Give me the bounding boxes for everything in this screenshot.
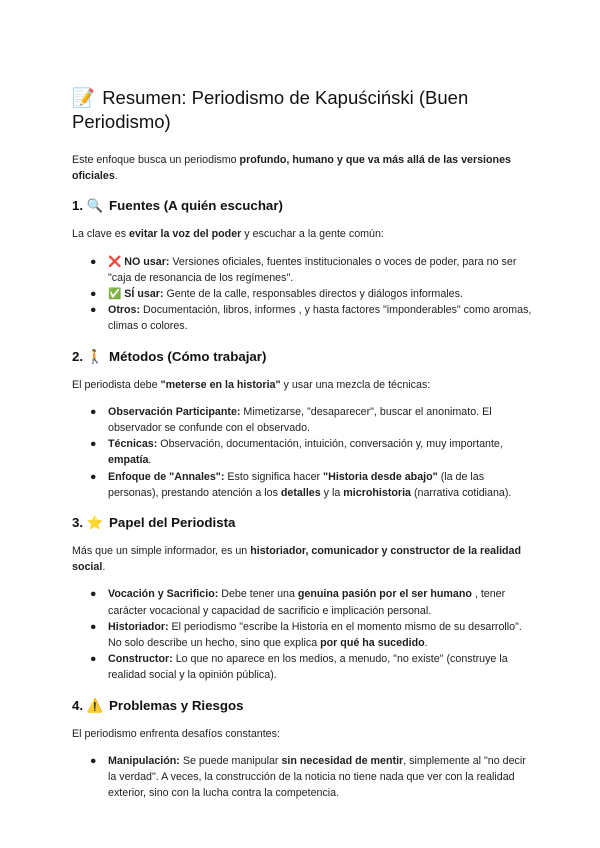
text-run: . [102,561,106,574]
text-run: Documentación, libros, informes , y hasta factores "imponderables" como aromas, climas o colores. [108,304,532,333]
text-run: . [114,170,118,183]
text-run: El periodista debe [72,378,161,391]
bold-text: profundo, humano y que va más allá de las versiones oficiales [72,154,511,183]
text-run: ✅ [108,288,125,301]
text-run: . [148,454,152,467]
text-run: Gente de la calle, responsables directos y diálogos informales. [163,288,463,301]
section-lead [72,377,532,393]
bold-text: detalles [280,486,321,499]
memo-icon: 📝 [72,87,96,108]
magnifier-icon: 🔍 [86,198,104,214]
bold-text: empatía [108,454,149,467]
bold-text: Historiador: [108,620,169,633]
bold-text: Constructor: [108,653,173,666]
text-run: Se puede manipular [179,754,282,767]
bullet-icon: ● [90,288,97,301]
warning-icon: ⚠️ [86,697,104,713]
bullet-list [72,254,532,335]
text-run: , tener carácter vocacional y capacidad de sacrificio e implicación personal. [108,588,506,617]
bold-text: por qué ha sucedido [320,637,425,650]
bold-text: Otros: [108,304,141,317]
bullet-icon: ● [90,754,97,767]
section-number: 2. [72,348,87,364]
section-lead [72,543,532,575]
text-run: Más que un simple informador, es un [72,545,251,558]
bold-text: historiador, comunicador y constructor de la realidad social [72,545,522,574]
bold-text: Técnicas: [108,438,158,451]
text-run: (narrativa cotidiana). [411,486,512,499]
walking-person-icon: 🚶 [86,348,104,364]
section-number: 1. [72,198,87,214]
bold-text: evitar la voz del poder [129,228,242,241]
bullet-list [72,404,532,501]
section-heading [72,697,532,715]
bullet-icon: ● [90,620,97,633]
list-item [90,286,532,302]
document-page [72,86,532,801]
sections-container [72,197,532,801]
bold-text: NO usar: [124,255,170,268]
bold-text: "Historia desde abajo" [323,470,438,483]
section-heading [72,197,532,215]
section-title: Métodos (Cómo trabajar) [105,348,267,364]
bold-text: SÍ usar: [124,288,164,301]
bullet-icon: ● [90,438,97,451]
list-item [90,586,532,618]
bold-text: genuina pasión por el ser humano [297,588,472,601]
bullet-list [72,586,532,683]
text-run: Lo que no aparece en los medios, a menudo, "no existe" (construye la realidad social y la opinión pública). [108,653,508,682]
section-title: Papel del Periodista [105,515,236,531]
text-run: . [424,637,428,650]
bullet-icon: ● [90,405,97,418]
section-heading [72,514,532,532]
section [72,514,532,684]
star-icon: ⭐ [86,515,104,531]
bullet-list [72,753,532,802]
text-run: Esto significa hacer [224,470,324,483]
text-run: (la de las personas), prestando atención a los [108,470,485,499]
bullet-icon: ● [90,588,97,601]
section-number: 3. [72,515,87,531]
section [72,697,532,802]
list-item [90,753,532,802]
list-item [90,469,532,501]
text-run: ❌ [108,255,125,268]
text-run: , simplemente al "no decir la verdad". A veces, la construcción de la noticia no tiene nada que ver con la realidad exterior, sino con la lucha contra la competencia. [108,754,526,800]
text-run: Mimetizarse, "desaparecer", buscar el anonimato. El observador se confunde con el observado. [108,405,492,435]
bold-text: "meterse en la historia" [160,378,281,391]
page-title [72,86,532,134]
bold-text: Vocación y Sacrificio: [108,588,219,601]
page-title-text: Resumen: Periodismo de Kapuściński (Buen Periodismo) [72,87,469,132]
bullet-icon: ● [90,255,97,268]
bold-text: sin necesidad de mentir [281,754,404,767]
list-item [90,651,532,683]
text-run: Este enfoque busca un periodismo [72,154,240,166]
list-item [90,254,532,286]
text-run: Versiones oficiales, fuentes institucionales o voces de poder, para no ser "caja de resonancia de los regímenes". [108,255,517,284]
bullet-icon: ● [90,653,97,666]
section-title: Fuentes (A quién escuchar) [105,198,283,214]
bullet-icon: ● [90,304,97,317]
bold-text: Enfoque de "Annales": [108,470,225,483]
list-item [90,302,532,334]
intro-paragraph [72,152,532,184]
text-run: La clave es [72,228,130,241]
bold-text: Manipulación: [108,754,180,767]
section-lead [72,226,532,242]
text-run: y escuchar a la gente común: [241,228,384,241]
section [72,348,532,501]
bold-text: microhistoria [343,486,411,499]
section [72,197,532,334]
section-number: 4. [72,697,87,713]
list-item [90,619,532,651]
text-run: Observación, documentación, intuición, conversación y, muy importante, [157,438,503,451]
text-run: El periodismo "escribe la Historia en el momento mismo de su desarrollo". No solo describe un hecho, sino que explica [108,620,522,650]
list-item [90,436,532,468]
text-run: Debe tener una [218,588,298,601]
bold-text: Observación Participante: [108,405,241,418]
section-lead [72,726,532,742]
list-item [90,404,532,436]
section-heading [72,348,532,366]
bullet-icon: ● [90,470,97,483]
section-title: Problemas y Riesgos [105,697,244,713]
text-run: y usar una mezcla de técnicas: [280,378,431,391]
text-run: y la [320,486,344,499]
text-run: El periodismo enfrenta desafíos constantes: [72,727,280,740]
